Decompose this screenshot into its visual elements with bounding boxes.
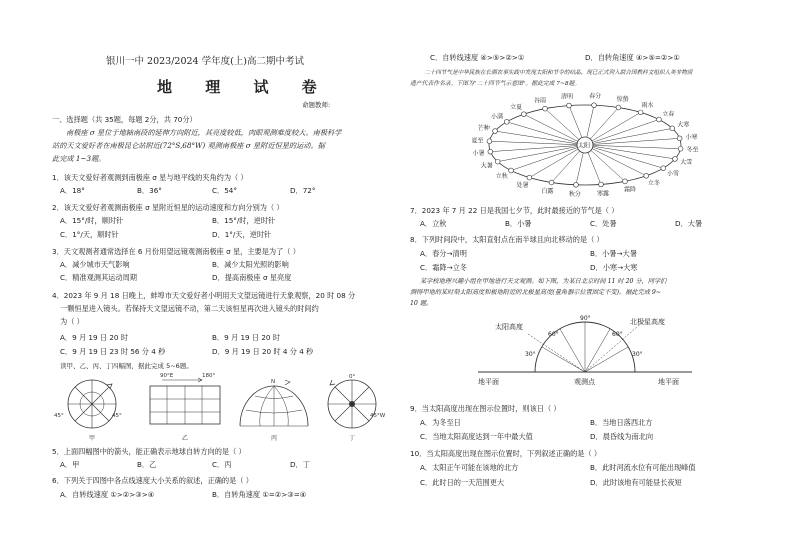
term-point xyxy=(504,119,509,124)
term-point xyxy=(495,159,500,164)
term-label: 大暑 xyxy=(480,162,493,170)
jia-deg-left: 45° xyxy=(54,413,64,419)
term-label: 芒种 xyxy=(477,124,490,132)
q5-stem: 5．上面四幅图中的箭头，能正确表示地球自转方向的是（ ） xyxy=(52,447,246,456)
q6-option-c[interactable]: C．自转线速度 ④>⑤>②>① xyxy=(430,53,525,62)
q1-option-a[interactable]: A．18° xyxy=(60,186,85,195)
figure-ding xyxy=(328,374,386,442)
term-label: 惊蛰 xyxy=(616,96,629,104)
figure-intro: 读甲、乙、丙、丁四幅图，据此完成 5~6题。 xyxy=(60,362,193,370)
q1-option-c[interactable]: C．54° xyxy=(212,186,237,195)
sun-ray xyxy=(528,334,585,372)
term-label: 小暑 xyxy=(472,150,485,158)
term-point xyxy=(678,146,683,151)
observe-intro-2: 测得甲地的某时刻太阳高度和极地附近的北极星高度(量角器示位置固定不变)。据此完成 9~ xyxy=(410,289,662,296)
angle-60-right: 60° xyxy=(612,331,623,338)
q7-option-c[interactable]: C．处暑 xyxy=(590,219,617,228)
section-heading: 一、选择题（共 35题，每题 2分，共 70分） xyxy=(52,115,197,124)
observe-intro-3: 10 题。 xyxy=(410,300,433,307)
ding-deg-0: 0° xyxy=(349,374,356,380)
term-label: 春分 xyxy=(589,93,602,101)
q9-option-d[interactable]: D．晨昏线为南北向 xyxy=(590,432,654,441)
q8-stem: 8．下列时间段中，太阳直射点在南半球且向北移动的是（ ） xyxy=(410,235,604,244)
term-point xyxy=(493,129,498,134)
right-column xyxy=(410,0,755,550)
term-label: 处暑 xyxy=(516,181,529,189)
term-spoke xyxy=(498,145,585,162)
q9-option-a[interactable]: A．为冬至日 xyxy=(420,418,461,427)
protractor-diagram xyxy=(470,314,700,398)
sun-altitude-label: 太阳高度 xyxy=(495,323,523,331)
q8-option-c[interactable]: C．霜降→立冬 xyxy=(420,263,467,272)
term-point xyxy=(527,175,532,180)
term-label: 立夏 xyxy=(510,104,523,112)
q1-option-d[interactable]: D．72° xyxy=(290,186,316,195)
q2-option-d[interactable]: D．1°/天，逆时针 xyxy=(212,230,272,239)
term-label: 大寒 xyxy=(677,121,690,129)
term-spoke xyxy=(585,138,680,145)
polaris-ray xyxy=(585,320,645,372)
horizon-left-label: 地平面 xyxy=(478,378,499,386)
jia-label: 甲 xyxy=(89,435,96,442)
q1-stem: 1．该天文爱好者观测到南极座 σ 星与地平线的夹角约为（ ） xyxy=(52,173,248,182)
q4-option-c[interactable]: C．9 月 19 日 23 时 56 分 4 秒 xyxy=(60,347,166,356)
term-spoke xyxy=(489,141,585,145)
term-spoke xyxy=(585,128,672,145)
term-spoke xyxy=(490,145,585,152)
q9-option-c[interactable]: C．当地太阳高度达到一年中最大值 xyxy=(420,432,533,441)
term-label: 谷雨 xyxy=(534,97,547,105)
earth-rotation-figures xyxy=(52,372,392,444)
q3-stem: 3．天文观测者通常选择在 6 月份用望远镜观测南极座 σ 星，主要是为了（ ） xyxy=(52,247,300,256)
term-point xyxy=(574,182,579,187)
term-label: 小满 xyxy=(490,113,503,121)
q2-option-a[interactable]: A．15°/时，顺时针 xyxy=(60,216,124,225)
term-point xyxy=(567,103,572,108)
q10-stem: 10．当太阳高度出现在图示位置时，下列叙述正确的是（ ） xyxy=(410,449,602,458)
term-point xyxy=(623,179,628,184)
term-point xyxy=(592,103,597,108)
term-point xyxy=(487,139,492,144)
term-label: 立春 xyxy=(662,110,675,118)
sun-label: 太阳 xyxy=(578,142,591,150)
figure-yi xyxy=(150,373,220,442)
observer-label: 观测点 xyxy=(574,378,595,386)
q6-option-d[interactable]: D．自转角速度 ④>⑤=②>① xyxy=(585,53,680,62)
term-label: 小寒 xyxy=(685,133,698,141)
term-point xyxy=(488,149,493,154)
term-point xyxy=(657,117,662,122)
q3-option-d[interactable]: D．提高南极座 σ 星亮度 xyxy=(212,273,292,282)
yi-label: 乙 xyxy=(182,435,189,442)
term-point xyxy=(673,157,678,162)
term-point xyxy=(644,173,649,178)
term-point xyxy=(661,166,666,171)
q3-option-a[interactable]: A．减少城市天气影响 xyxy=(60,260,130,269)
q7-option-b[interactable]: B．小暑 xyxy=(505,219,532,228)
figure-bing xyxy=(240,379,308,442)
q7-option-a[interactable]: A．立秋 xyxy=(420,219,447,228)
polaris-altitude-label: 北极星高度 xyxy=(630,318,665,326)
yi-deg-180: 180° xyxy=(202,373,216,379)
angle-30-left: 30° xyxy=(525,351,536,358)
q4-option-a[interactable]: A．9 月 19 日 20 时 xyxy=(60,333,128,342)
q4-option-b[interactable]: B．9 月 19 日 20 时 xyxy=(212,333,280,342)
q5-option-b[interactable]: B．乙 xyxy=(137,460,157,469)
q6-stem: 6．下列关于四图中各点线速度大小关系的叙述，正确的是（ ） xyxy=(52,476,253,485)
term-point xyxy=(599,182,604,187)
q1-option-b[interactable]: B．36° xyxy=(137,186,162,195)
q3-option-c[interactable]: C．精准观测其运动周期 xyxy=(60,273,137,282)
intro-line-3: 此完成 1~3题。 xyxy=(52,154,106,163)
term-point xyxy=(543,106,548,111)
intro-line-1: 南极座 σ 星位于地轴南段的延伸方向附近，其亮度较低，肉眼观测难度较大。南极科学 xyxy=(66,128,342,137)
term-label: 大雪 xyxy=(680,159,693,167)
term-label: 清明 xyxy=(560,93,574,101)
q9-stem: 9．当太阳高度出现在图示位置时，则该日（ ） xyxy=(410,404,561,413)
term-spoke xyxy=(585,145,681,149)
q4-stem-2: 一颗恒星进入镜头。若保持天文望远镜不动，第二天该恒星再次进入镜头的时间约 xyxy=(60,304,319,313)
figure-jia xyxy=(54,380,122,442)
jia-deg-right: 45° xyxy=(112,413,122,419)
q5-option-d[interactable]: D．丁 xyxy=(290,460,310,469)
q10-option-b[interactable]: B．此时河流水位有可能出现峰值 xyxy=(590,463,696,472)
term-label: 寒露 xyxy=(597,190,610,198)
angle-60-left: 60° xyxy=(548,331,559,338)
term-point xyxy=(638,110,643,115)
ding-deg-45w: 45°W xyxy=(370,413,386,419)
solar-terms-diagram xyxy=(450,92,720,202)
ding-label: 丁 xyxy=(349,435,356,442)
term-label: 小雪 xyxy=(667,170,680,178)
q5-option-a[interactable]: A．甲 xyxy=(60,460,80,469)
term-label: 立秋 xyxy=(495,173,508,181)
q8-option-b[interactable]: B．小暑→大暑 xyxy=(590,249,637,258)
q4-option-d[interactable]: D．9 月 19 日 20 时 4 分 4 秒 xyxy=(212,347,314,356)
q7-option-d[interactable]: D．大暑 xyxy=(675,219,703,228)
bing-label: 丙 xyxy=(271,435,278,442)
solar-intro-2: 遗产代表作名录。下图为"二十四节气示意图"。据此完成 7~8题。 xyxy=(410,81,581,87)
intro-line-2: 站的天文爱好者在南极昆仑站附近(72°S,68°W) 观测南极座 σ 星附近恒星的运动。据 xyxy=(52,141,325,150)
horizon-right-label: 地平面 xyxy=(658,378,679,386)
author-label: 命题教师: xyxy=(302,101,331,109)
term-label: 夏至 xyxy=(471,137,484,145)
q8-option-a[interactable]: A．春分→清明 xyxy=(420,249,467,258)
solar-intro-1: 二十四节气是中华民族在长期农事实践中发现太阳和节令的结晶。现已正式列入联合国教科文组织人类非物质 xyxy=(424,70,693,76)
q6-option-b[interactable]: B．自转角速度 ①=②>③=④ xyxy=(212,490,307,499)
q5-option-c[interactable]: C．丙 xyxy=(212,460,232,469)
q4-stem-1: 4．2023 年 9 月 18 日晚上，蚌埠市天文爱好者小明用天文望远镜进行天象观察，20 时 08 分 xyxy=(52,291,356,300)
bing-north: N xyxy=(271,379,276,385)
q2-option-b[interactable]: B．15°/时，逆时针 xyxy=(212,216,276,225)
term-label: 立冬 xyxy=(647,179,660,187)
q6-option-a[interactable]: A．自转线速度 ①>②>③>④ xyxy=(60,490,155,499)
term-point xyxy=(521,112,526,117)
term-point xyxy=(616,105,621,110)
term-point xyxy=(670,126,675,131)
school-header: 银川一中 2023/2024 学年度(上)高二期中考试 xyxy=(106,56,305,67)
left-column xyxy=(52,0,392,550)
q8-option-d[interactable]: D．小寒→大寒 xyxy=(590,263,638,272)
term-point xyxy=(509,168,514,173)
page-title: 地 理 试 卷 xyxy=(157,78,331,96)
q7-stem: 7．2023 年 7 月 22 日是我国七夕节，此时最接近的节气是（ ） xyxy=(410,206,619,215)
term-label: 雨水 xyxy=(641,102,654,110)
observe-intro-1: 某学校地理兴趣小组在甲地进行天文观测。如下图，为某日北京时间 11 时 20 分，同学们 xyxy=(420,278,667,285)
q10-option-a[interactable]: A．太阳正午可能在该地的北方 xyxy=(420,463,519,472)
term-label: 秋分 xyxy=(568,190,581,198)
q3-option-b[interactable]: B．减少太阳光照的影响 xyxy=(212,260,289,269)
q2-option-c[interactable]: C．1°/天，顺时针 xyxy=(60,230,119,239)
term-label: 冬至 xyxy=(686,146,699,154)
term-point xyxy=(677,136,682,141)
q4-stem-3: 为（ ） xyxy=(60,317,84,326)
term-point xyxy=(549,180,554,185)
yi-deg-90e: 90°E xyxy=(160,373,174,379)
q9-option-b[interactable]: B．当地日落西北方 xyxy=(590,418,653,427)
angle-30-right: 30° xyxy=(632,351,643,358)
term-label: 白露 xyxy=(541,187,554,195)
q2-stem: 2．该天文爱好者观测南极座 σ 星附近恒星的运动速度和方向分别为（ ） xyxy=(52,203,284,212)
angle-90: 90° xyxy=(580,315,591,322)
q10-option-d[interactable]: D．此时该地有可能昼长夜短 xyxy=(590,478,682,487)
term-label: 霜降 xyxy=(623,186,636,194)
q10-option-c[interactable]: C．此时日的一天范围更大 xyxy=(420,478,505,487)
